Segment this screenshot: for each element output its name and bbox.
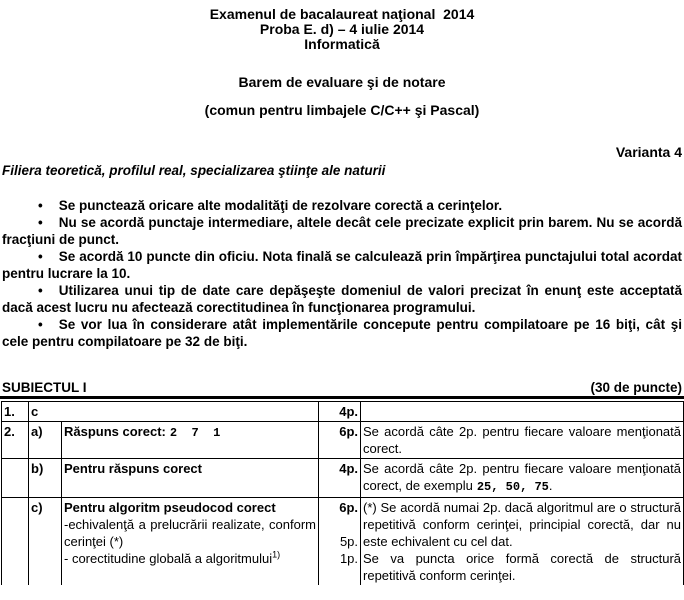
points-cell: 4p. — [319, 402, 361, 422]
note-text: Se acordă 10 puncte din oficiu. Nota finală se calculează prin împărţirea punctajului total acordat pentru lucrare la 10. — [2, 249, 682, 281]
comment-paragraph: (*) Se acordă numai 2p. dacă algoritmul are o structură repetitivă conform cerinţei, principial corectă, dar nu este echivalent cu cel dat. — [363, 500, 682, 549]
bullet-icon: • — [38, 215, 43, 230]
points-part: 1p. — [339, 551, 359, 566]
answer-cell: c — [29, 402, 319, 422]
comment-paragraph: Se va puncta orice formă corectă de structură repetitivă conform cerinţei. — [363, 551, 682, 583]
item-number: 1. — [2, 402, 29, 422]
points-cell: 4p. — [319, 459, 361, 498]
table-row-2c — [2, 498, 684, 586]
subitem-label: a) — [29, 422, 62, 459]
subject-points: (30 de puncte) — [590, 380, 682, 395]
note-text: Se vor lua în considerare atât implementările concepute pentru compilatoare pe 16 biţi, cât şi cele pentru compilatoare pe 32 de biţi. — [2, 317, 682, 349]
barem-subtitle: (comun pentru limbajele C/C++ şi Pascal) — [204, 102, 480, 118]
barem-title: Barem de evaluare şi de notare — [238, 74, 446, 90]
points-cell — [319, 498, 361, 586]
points-total: 6p. — [339, 500, 359, 515]
answer-cell: Pentru răspuns corect — [62, 459, 319, 498]
subitem-label: b) — [29, 459, 62, 498]
points-spacer — [321, 516, 358, 533]
note-text: Nu se acordă punctaje intermediare, altele decât cele precizate explicit prin barem. Nu se acordă fracţiuni de punct. — [2, 215, 682, 247]
note-item — [2, 316, 682, 350]
note-text: Se punctează oricare alte modalităţi de rezolvare corectă a cerinţelor. — [58, 198, 503, 213]
bullet-icon: • — [38, 283, 43, 298]
table-row-2a — [2, 422, 684, 459]
note-item — [2, 214, 682, 248]
comment-cell: Se acordă câte 2p. pentru fiecare valoare menţionată corect. — [361, 422, 684, 459]
exam-subject-name: Informatică — [304, 36, 380, 52]
bullet-icon: • — [38, 249, 43, 264]
points-cell: 6p. — [319, 422, 361, 459]
note-item — [2, 282, 682, 316]
subitem-label: c) — [29, 498, 62, 586]
item-number: 2. — [2, 422, 29, 459]
points-part: 5p. — [339, 534, 359, 549]
note-item — [2, 248, 682, 282]
criterion-title: Pentru algoritm pseudocod corect — [64, 500, 276, 515]
comment-cell — [361, 402, 684, 422]
criterion-line: -echivalenţă a prelucrării realizate, conform cerinţei (*) — [64, 517, 317, 549]
bullet-icon: • — [38, 317, 43, 332]
bullet-icon: • — [38, 198, 43, 213]
answer-text: Răspuns corect: — [64, 424, 166, 439]
answer-values: 2 7 1 — [169, 426, 221, 440]
note-text: Utilizarea unui tip de date care depăşeşte domeniul de valori precizat în enunţ este acceptată dacă acest lucru nu afectează corectitudinea în funcţionarea programului. — [2, 283, 682, 315]
table-row-1 — [2, 402, 684, 422]
footnote-ref: 1) — [272, 549, 281, 560]
exam-title: Examenul de bacalaureat naţional 2014 — [209, 6, 475, 22]
comment-cell — [361, 459, 684, 498]
comment-suffix: . — [548, 478, 553, 493]
answer-cell — [62, 498, 319, 586]
item-number — [2, 459, 29, 498]
comment-text: Se acordă câte 2p. pentru fiecare valoare menţionată corect, de exemplu — [363, 461, 682, 493]
scoring-table — [1, 401, 684, 585]
variant-label: Varianta 4 — [615, 144, 682, 160]
answer-cell — [62, 422, 319, 459]
note-item — [2, 197, 682, 214]
subject-heading — [0, 381, 684, 399]
comment-cell — [361, 498, 684, 586]
comment-values: 25, 50, 75 — [476, 480, 549, 494]
table-row-2b — [2, 459, 684, 498]
criterion-text: - corectitudine globală a algoritmului — [64, 551, 273, 566]
subject-title: SUBIECTUL I — [2, 380, 87, 395]
criterion-line — [64, 550, 316, 567]
document-header — [0, 7, 684, 52]
item-number — [2, 498, 29, 586]
exam-proba: Proba E. d) – 4 iulie 2014 — [259, 21, 425, 37]
filiera-line: Filiera teoretică, profilul real, specializarea ştiinţe ale naturii — [2, 163, 386, 178]
general-notes — [0, 197, 684, 350]
